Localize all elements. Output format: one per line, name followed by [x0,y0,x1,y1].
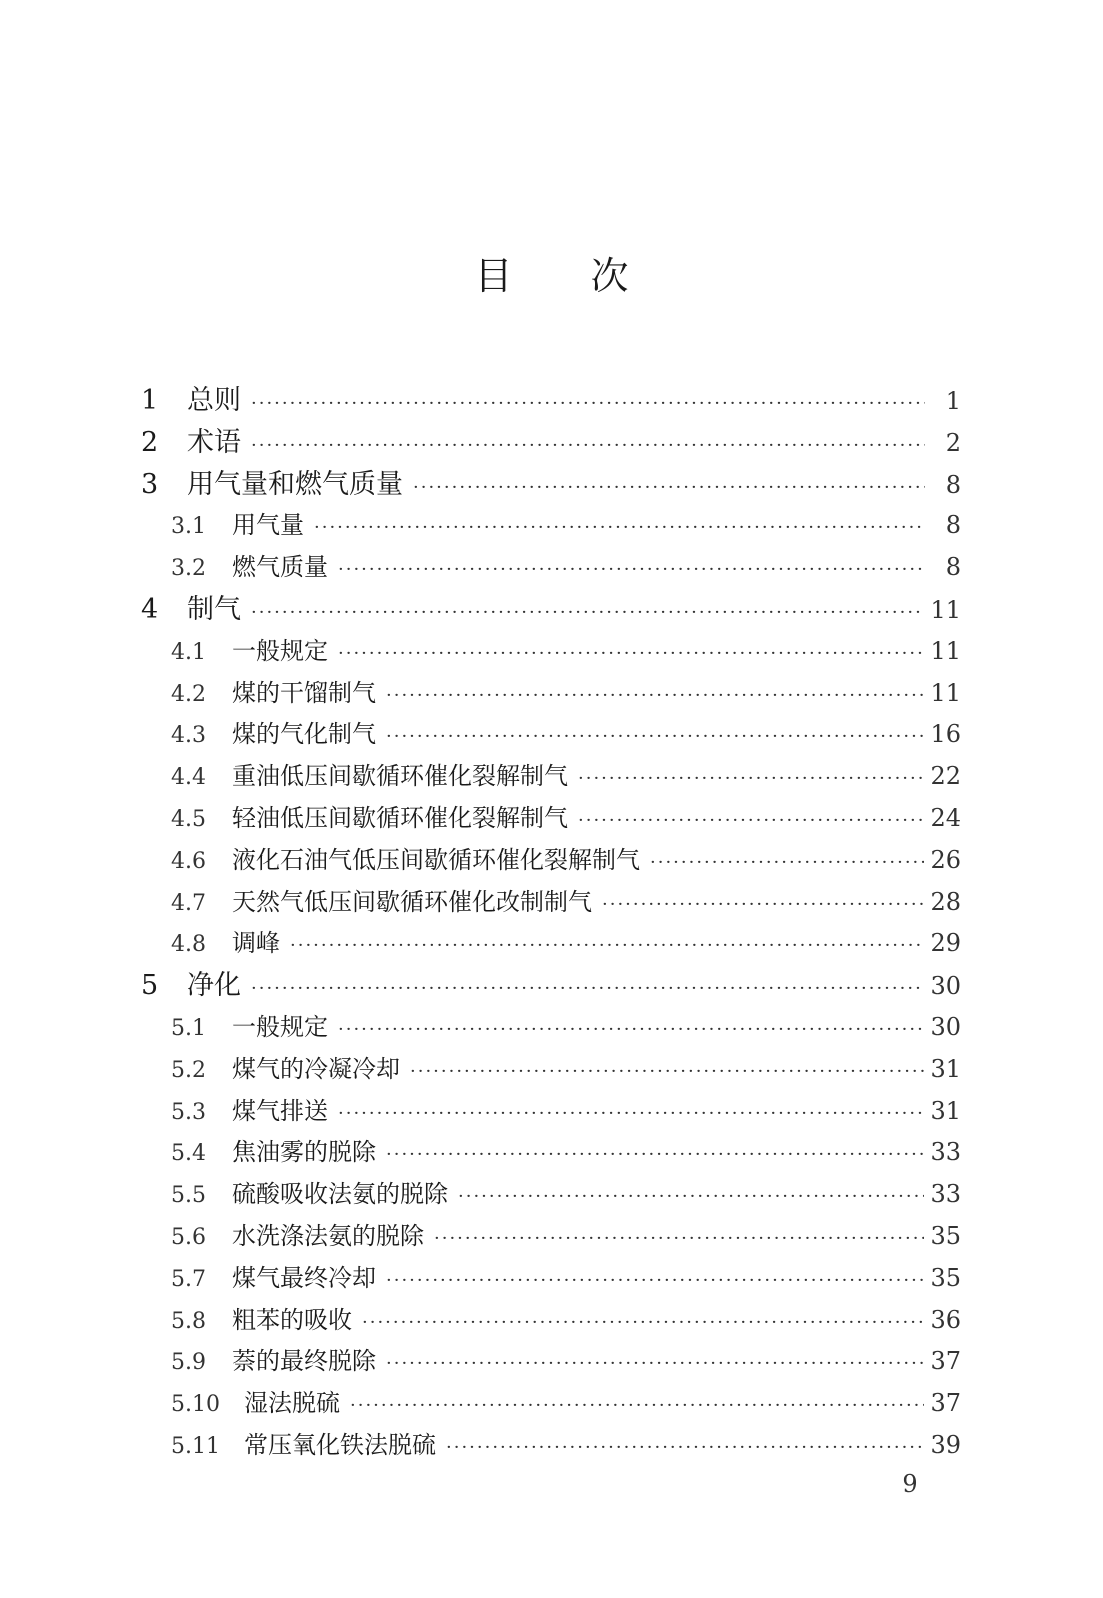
toc-entry-page: 11 [930,636,961,665]
toc-entry-page: 35 [930,1263,961,1292]
toc-section-entry[interactable] [141,547,961,589]
toc-entry-page: 35 [930,1221,961,1250]
toc-entry-label: 焦油雾的脱除 [232,1138,376,1167]
toc-entry-label: 调峰 [232,929,280,958]
toc-dot-leader [386,1134,924,1176]
toc-entry-number: 5.4 [171,1141,206,1167]
toc-entry-label: 净化 [187,970,241,1002]
toc-entry-number: 1 [141,385,159,416]
toc-entry-number: 4 [141,593,159,625]
toc-entry-number: 4.1 [171,639,206,665]
toc-entry-number: 5.2 [171,1057,206,1083]
toc-section-entry[interactable] [141,1425,961,1467]
table-of-contents [141,380,961,1467]
toc-entry-number: 5.5 [171,1183,206,1209]
toc-entry-page: 11 [930,595,961,624]
toc-section-entry[interactable] [141,1258,961,1300]
toc-entry-label: 常压氧化铁法脱硫 [244,1430,436,1459]
toc-entry-label: 煤气的冷凝冷却 [232,1054,400,1083]
toc-entry-label: 萘的最终脱除 [232,1347,376,1376]
toc-dot-leader [251,968,924,1010]
toc-entry-number: 5.1 [171,1015,206,1041]
toc-section-entry[interactable] [141,882,961,924]
toc-entry-label: 天然气低压间歇循环催化改制制气 [232,887,592,916]
toc-entry-number: 3.1 [171,514,206,540]
toc-section-entry[interactable] [141,1007,961,1049]
toc-entry-page: 29 [930,929,961,958]
toc-entry-label: 术语 [187,426,241,458]
toc-dot-leader [386,716,924,758]
toc-section-entry[interactable] [141,840,961,882]
toc-entry-page: 37 [930,1347,961,1376]
page-number: 9 [902,1470,918,1498]
toc-entry-page: 2 [945,428,961,457]
toc-entry-number: 5.7 [171,1266,206,1292]
toc-entry-number: 4.2 [171,681,206,707]
toc-section-entry[interactable] [141,505,961,547]
toc-entry-label: 重油低压间歇循环催化裂解制气 [232,762,568,791]
toc-dot-leader [338,1009,924,1051]
toc-entry-number: 5.11 [171,1433,220,1459]
toc-entry-page: 33 [930,1138,961,1167]
toc-section-entry[interactable] [141,673,961,715]
toc-dot-leader [578,800,924,842]
toc-dot-leader [362,1302,924,1344]
toc-entry-label: 煤的干馏制气 [232,678,376,707]
toc-section-entry[interactable] [141,1383,961,1425]
toc-section-entry[interactable] [141,714,961,756]
toc-entry-number: 4.6 [171,848,206,874]
toc-dot-leader [413,467,925,509]
toc-entry-label: 煤的气化制气 [232,720,376,749]
toc-section-entry[interactable] [141,631,961,673]
toc-dot-leader [458,1176,924,1218]
toc-entry-page: 31 [930,1096,961,1125]
toc-entry-label: 湿法脱硫 [244,1389,340,1418]
toc-dot-leader [290,925,924,967]
toc-entry-page: 30 [930,972,961,1001]
toc-chapter-entry[interactable] [141,464,961,506]
toc-entry-number: 4.4 [171,765,206,791]
toc-entry-label: 液化石油气低压间歇循环催化裂解制气 [232,845,640,874]
toc-section-entry[interactable] [141,923,961,965]
toc-entry-label: 粗苯的吸收 [232,1305,352,1334]
toc-dot-leader [578,758,924,800]
toc-entry-label: 用气量 [232,511,304,540]
toc-entry-number: 5.9 [171,1350,206,1376]
toc-dot-leader [446,1427,924,1469]
toc-section-entry[interactable] [141,1216,961,1258]
toc-entry-number: 4.3 [171,723,206,749]
toc-entry-page: 22 [930,762,961,791]
toc-dot-leader [251,383,925,425]
toc-dot-leader [650,842,924,884]
toc-section-entry[interactable] [141,1341,961,1383]
toc-entry-number: 5.3 [171,1099,206,1125]
toc-section-entry[interactable] [141,798,961,840]
toc-entry-number: 2 [141,426,159,458]
toc-entry-page: 24 [930,803,961,832]
toc-dot-leader [251,592,924,634]
toc-section-entry[interactable] [141,1049,961,1091]
toc-entry-label: 燃气质量 [232,553,328,582]
toc-dot-leader [338,549,925,591]
toc-entry-number: 5 [141,970,159,1002]
toc-entry-number: 5.6 [171,1224,206,1250]
toc-dot-leader [386,1260,924,1302]
toc-entry-label: 轻油低压间歇循环催化裂解制气 [232,803,568,832]
toc-entry-page: 8 [945,470,961,499]
toc-dot-leader [386,675,924,717]
toc-dot-leader [602,884,924,926]
toc-entry-page: 36 [930,1305,961,1334]
toc-section-entry[interactable] [141,1132,961,1174]
toc-entry-number: 3 [141,468,159,500]
toc-entry-label: 一般规定 [232,1012,328,1041]
toc-entry-label: 水洗涤法氨的脱除 [232,1221,424,1250]
toc-entry-page: 8 [945,511,961,540]
toc-dot-leader [434,1218,924,1260]
toc-entry-page: 11 [930,678,961,707]
toc-entry-page: 28 [930,887,961,916]
toc-section-entry[interactable] [141,1300,961,1342]
toc-dot-leader [338,633,924,675]
toc-entry-page: 8 [945,553,961,582]
toc-entry-page: 37 [930,1389,961,1418]
toc-entry-label: 一般规定 [232,636,328,665]
toc-chapter-entry[interactable] [141,422,961,464]
toc-entry-page: 1 [945,387,961,415]
toc-entry-number: 5.8 [171,1308,206,1334]
toc-entry-number: 4.7 [171,890,206,916]
toc-entry-label: 硫酸吸收法氨的脱除 [232,1180,448,1209]
toc-entry-page: 16 [930,720,961,749]
toc-entry-number: 5.10 [171,1392,220,1418]
toc-title: 目次 [474,254,707,298]
toc-entry-page: 39 [930,1430,961,1459]
toc-dot-leader [386,1343,924,1385]
toc-entry-number: 4.5 [171,806,206,832]
toc-entry-page: 31 [930,1054,961,1083]
toc-entry-number: 4.8 [171,932,206,958]
toc-entry-page: 33 [930,1180,961,1209]
toc-entry-label: 煤气最终冷却 [232,1263,376,1292]
toc-chapter-entry[interactable] [141,380,961,422]
toc-section-entry[interactable] [141,1174,961,1216]
toc-chapter-entry[interactable] [141,589,961,631]
toc-dot-leader [410,1051,924,1093]
toc-chapter-entry[interactable] [141,965,961,1007]
toc-entry-number: 3.2 [171,556,206,582]
toc-entry-label: 制气 [187,593,241,625]
toc-entry-page: 30 [930,1012,961,1041]
toc-entry-label: 用气量和燃气质量 [187,468,403,500]
toc-section-entry[interactable] [141,1091,961,1133]
toc-section-entry[interactable] [141,756,961,798]
toc-dot-leader [251,425,925,467]
toc-dot-leader [338,1093,924,1135]
toc-dot-leader [314,507,925,549]
toc-entry-page: 26 [930,845,961,874]
toc-entry-label: 总则 [187,385,241,416]
toc-entry-label: 煤气排送 [232,1096,328,1125]
toc-dot-leader [350,1385,924,1427]
